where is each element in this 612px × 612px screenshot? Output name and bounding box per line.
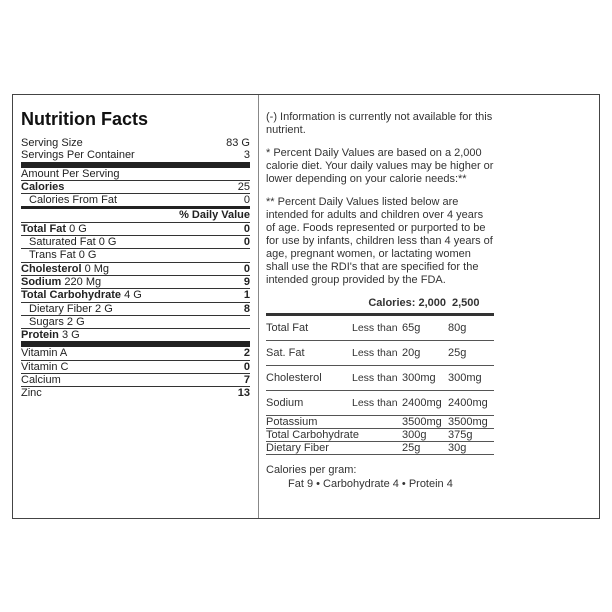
- dv-row-dietary-fiber: Dietary Fiber 25g 30g: [266, 442, 494, 455]
- panel-divider: [258, 95, 259, 518]
- nutrient-row-sugars: Sugars 2 G: [21, 316, 250, 329]
- calories-from-fat-row: Calories From Fat 0: [21, 194, 250, 209]
- dv-row-cholesterol: Cholesterol Less than 300mg 300mg: [266, 366, 494, 391]
- note-children: ** Percent Daily Values listed below are intended for adults and children over 4 years of age. Foods represented or purported to be for use by infants, children less than 4 years of age, pregnant women, or lactating women shall use the RDI's that are specified for the intended group provided by the FDA.: [266, 196, 493, 286]
- nutrient-row-total-carbohydrate: Total Carbohydrate 4 G 1: [21, 289, 250, 302]
- vitamin-row-vitamin-c: Vitamin C 0: [21, 360, 250, 373]
- nutrition-panel: [12, 94, 600, 519]
- nutrient-row-protein: Protein 3 G: [21, 329, 250, 347]
- vitamin-row-vitamin-a: Vitamin A 2: [21, 347, 250, 360]
- dv-header-row: Calories: 2,000 2,500: [266, 297, 494, 315]
- servings-per-container-row: Servings Per Container 3: [21, 149, 250, 167]
- amount-per-serving: Amount Per Serving: [21, 168, 250, 181]
- dv-row-sodium: Sodium Less than 2400mg 2400mg: [266, 391, 494, 416]
- nutrition-label: [21, 109, 250, 400]
- nutrient-row-trans-fat: Trans Fat 0 G: [21, 249, 250, 262]
- note-unavailable: (-) Information is currently not available for this nutrient.: [266, 111, 493, 136]
- nutrient-row-saturated-fat: Saturated Fat 0 G 0: [21, 236, 250, 249]
- dv-row-total-fat: Total Fat Less than 65g 80g: [266, 315, 494, 341]
- nutrient-row-dietary-fiber: Dietary Fiber 2 G 8: [21, 303, 250, 316]
- daily-values-table: [266, 297, 494, 455]
- calories-row: Calories 25: [21, 180, 250, 193]
- dv-row-total-carbohydrate: Total Carbohydrate 300g 375g: [266, 429, 494, 442]
- dv-row-potassium: Potassium 3500mg 3500mg: [266, 416, 494, 429]
- nutrient-row-sodium: Sodium 220 Mg 9: [21, 275, 250, 288]
- label-title: Nutrition Facts: [21, 109, 149, 129]
- dv-row-sat-fat: Sat. Fat Less than 20g 25g: [266, 341, 494, 366]
- pdv-header: % Daily Value: [21, 209, 250, 222]
- vitamin-row-calcium: Calcium 7: [21, 374, 250, 387]
- note-daily-values: * Percent Daily Values are based on a 2,000 calorie diet. Your daily values may be higher or lower depending on your calorie needs:**: [266, 147, 494, 185]
- serving-size-row: Serving Size 83 G: [21, 137, 250, 149]
- calories-per-gram: Calories per gram: Fat 9 • Carbohydrate 4 • Protein 4: [266, 464, 453, 490]
- nutrient-row-cholesterol: Cholesterol 0 Mg 0: [21, 262, 250, 275]
- footnotes: [266, 111, 494, 491]
- vitamin-row-zinc: Zinc 13: [21, 387, 250, 400]
- nutrient-row-total-fat: Total Fat 0 G 0: [21, 222, 250, 235]
